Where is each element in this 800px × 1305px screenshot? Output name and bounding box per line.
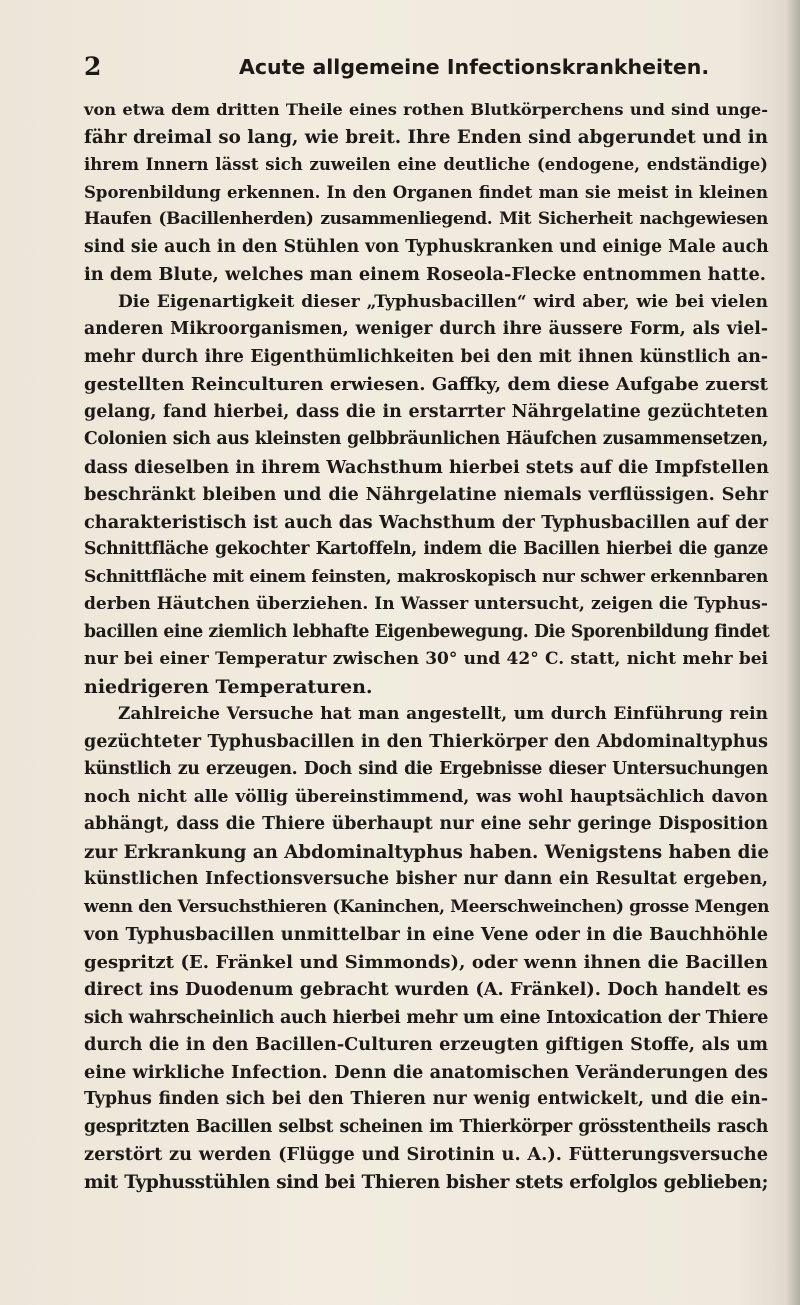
text-line: anderen Mikroorganismen, weniger durch ihre äussere Form, als viel- xyxy=(84,319,768,339)
page-number: 2 xyxy=(84,52,102,81)
text-line: direct ins Duodenum gebracht wurden (A. Fränkel). Doch handelt es xyxy=(84,979,768,1000)
text-line: Haufen (Bacillenherden) zusammenliegend. Mit Sicherheit nachgewiesen xyxy=(84,209,768,229)
text-line: bacillen eine ziemlich lebhafte Eigenbewegung. Die Sporenbildung findet xyxy=(84,621,770,642)
text-line: zerstört zu werden (Flügge und Sirotinin u. A.). Fütterungsversuche xyxy=(84,1144,768,1165)
text-line: Zahlreiche Versuche hat man angestellt, um durch Einführung rein xyxy=(118,704,768,724)
text-line: mehr durch ihre Eigenthümlichkeiten bei den mit ihnen künstlich an- xyxy=(84,346,768,367)
text-line: sind sie auch in den Stühlen von Typhuskranken und einige Male auch xyxy=(84,236,769,257)
text-line: zur Erkrankung an Abdominaltyphus haben. Wenigstens haben die xyxy=(84,841,769,863)
text-line: derben Häutchen überziehen. In Wasser untersucht, zeigen die Typhus- xyxy=(84,594,768,614)
text-line: beschränkt bleiben und die Nährgelatine niemals verflüssigen. Sehr xyxy=(84,484,768,505)
text-line: mit Typhusstühlen sind bei Thieren bisher stets erfolglos geblieben; xyxy=(84,1171,768,1193)
text-line: sich wahrscheinlich auch hierbei mehr um eine Intoxication der Thiere xyxy=(84,1006,768,1028)
text-line: gespritzten Bacillen selbst scheinen im Thierkörper grösstentheils rasch xyxy=(84,1116,768,1137)
text-line: in dem Blute, welches man einem Roseola-Flecke entnommen hatte. xyxy=(84,264,766,285)
running-head: Acute allgemeine Infectionskrankheiten. xyxy=(239,55,710,79)
text-line: gestellten Reinculturen erwiesen. Gaffky, dem diese Aufgabe zuerst xyxy=(84,374,768,395)
text-line: wenn den Versuchsthieren (Kaninchen, Meerschweinchen) grosse Mengen xyxy=(84,896,770,917)
text-line: durch die in den Bacillen-Culturen erzeugten giftigen Stoffe, als um xyxy=(84,1034,768,1055)
text-line: Colonien sich aus kleinsten gelbbräunlichen Häufchen zusammensetzen, xyxy=(84,429,768,449)
page-edge-shadow xyxy=(786,0,800,1305)
text-line: von etwa dem dritten Theile eines rothen Blutkörperchens und sind unge- xyxy=(84,100,768,119)
text-line: dass dieselben in ihrem Wachsthum hierbei stets auf die Impfstellen xyxy=(84,456,769,478)
text-line: Sporenbildung erkennen. In den Organen findet man sie meist in kleinen xyxy=(84,182,768,202)
text-line: charakteristisch ist auch das Wachsthum der Typhusbacillen auf der xyxy=(84,511,768,533)
text-line: noch nicht alle völlig übereinstimmend, was wohl hauptsächlich davon xyxy=(84,786,768,807)
page-header xyxy=(0,52,800,88)
text-line: niedrigeren Temperaturen. xyxy=(84,675,373,698)
text-line: Die Eigenartigkeit dieser „Typhusbacillen“ wird aber, wie bei vielen xyxy=(118,291,768,312)
text-line: ihrem Innern lässt sich zuweilen eine deutliche (endogene, endständige) xyxy=(84,155,768,174)
text-line: von Typhusbacillen unmittelbar in eine Vene oder in die Bauchhöhle xyxy=(84,924,768,945)
body-text xyxy=(84,96,768,1196)
text-line: Typhus finden sich bei den Thieren nur wenig entwickelt, und die ein- xyxy=(84,1089,768,1109)
text-line: gelang, fand hierbei, dass die in erstarrter Nährgelatine gezüchteten xyxy=(84,401,768,422)
text-line: eine wirkliche Infection. Denn die anatomischen Veränderungen des xyxy=(84,1061,768,1083)
text-line: gespritzt (E. Fränkel und Simmonds), oder wenn ihnen die Bacillen xyxy=(84,951,768,973)
text-line: nur bei einer Temperatur zwischen 30° und 42° C. statt, nicht mehr bei xyxy=(84,649,768,669)
text-line: Schnittfläche mit einem feinsten, makroskopisch nur schwer erkennbaren xyxy=(84,566,768,587)
text-line: Schnittfläche gekochter Kartoffeln, indem die Bacillen hierbei die ganze xyxy=(84,539,768,559)
text-line: künstlich zu erzeugen. Doch sind die Ergebnisse dieser Untersuchungen xyxy=(84,759,768,779)
text-line: abhängt, dass die Thiere überhaupt nur eine sehr geringe Disposition xyxy=(84,814,768,834)
text-line: gezüchteter Typhusbacillen in den Thierkörper den Abdominaltyphus xyxy=(84,731,768,752)
text-line: künstlichen Infectionsversuche bisher nur dann ein Resultat ergeben, xyxy=(84,869,768,889)
text-line: fähr dreimal so lang, wie breit. Ihre Enden sind abgerundet und in xyxy=(84,126,768,148)
